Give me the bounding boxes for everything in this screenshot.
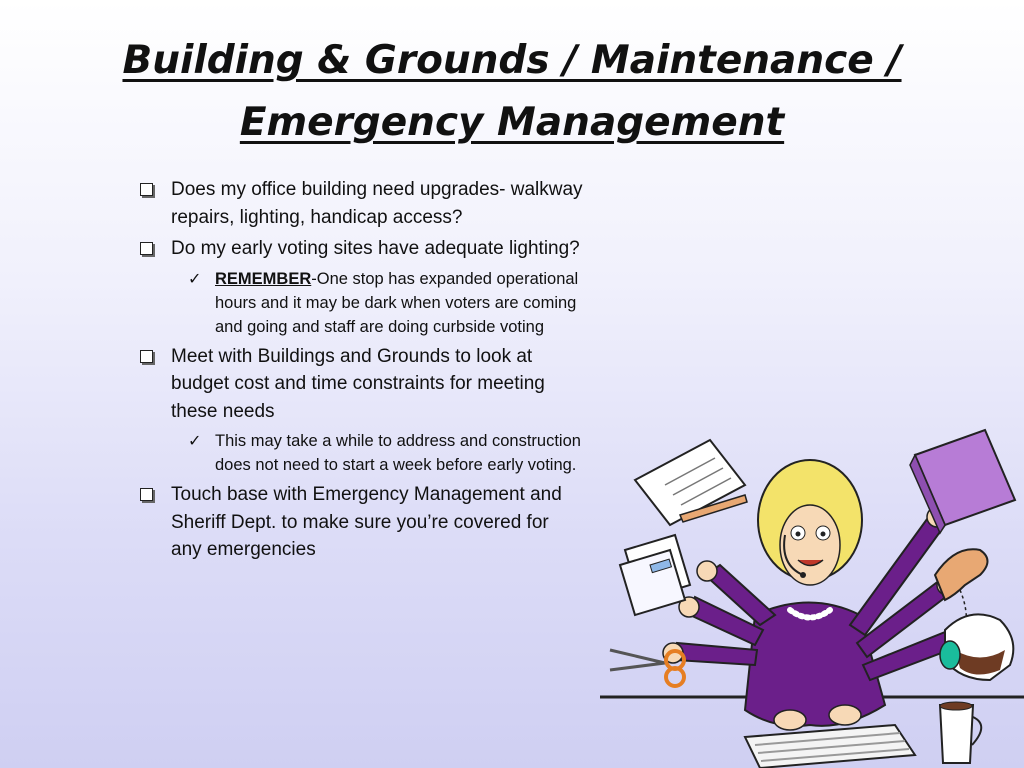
bullet-item [138, 481, 583, 564]
notepad-icon [635, 440, 747, 525]
bullet-text: Do my early voting sites have adequate lighting? [171, 238, 580, 259]
remember-label: REMEMBER [215, 269, 312, 288]
coffee-mug-icon [940, 702, 981, 763]
bullet-item [138, 235, 583, 263]
bullet-text: Does my office building need upgrades- walkway repairs, lighting, handicap access? [171, 179, 583, 228]
sub-bullet-text: -One stop has expanded operational hours and it may be dark when voters are coming and going and staff are doing curbside voting [215, 269, 579, 336]
sub-bullet-item [182, 267, 583, 339]
woman-head [758, 460, 862, 585]
checkbox-bullet-icon [140, 488, 153, 501]
title-line-2: Emergency Management [239, 100, 785, 145]
bullet-item [138, 343, 583, 426]
checkbox-bullet-icon [140, 242, 153, 255]
book-icon [910, 430, 1015, 533]
multitasking-woman-clipart [595, 425, 1024, 768]
keyboard-icon [745, 725, 915, 768]
bullet-list [138, 176, 583, 568]
coffee-pot-icon [940, 614, 1013, 680]
checkmark-icon: ✓ [188, 431, 202, 450]
title-line-1: Building & Grounds / Maintenance / [122, 38, 902, 83]
checkbox-bullet-icon [140, 183, 153, 196]
sub-bullet-item [182, 429, 583, 477]
bullet-text: Meet with Buildings and Grounds to look at budget cost and time constraints for meeting these needs [171, 345, 545, 422]
sub-bullet-text: This may take a while to address and construction does not need to start a week before early voting. [215, 432, 581, 474]
checkbox-bullet-icon [140, 350, 153, 363]
bullet-text: Touch base with Emergency Management and Sheriff Dept. to make sure you’re covered for any emergencies [171, 484, 562, 560]
slide-title [0, 30, 1024, 154]
checkmark-icon: ✓ [188, 268, 202, 288]
bullet-item [138, 176, 583, 231]
